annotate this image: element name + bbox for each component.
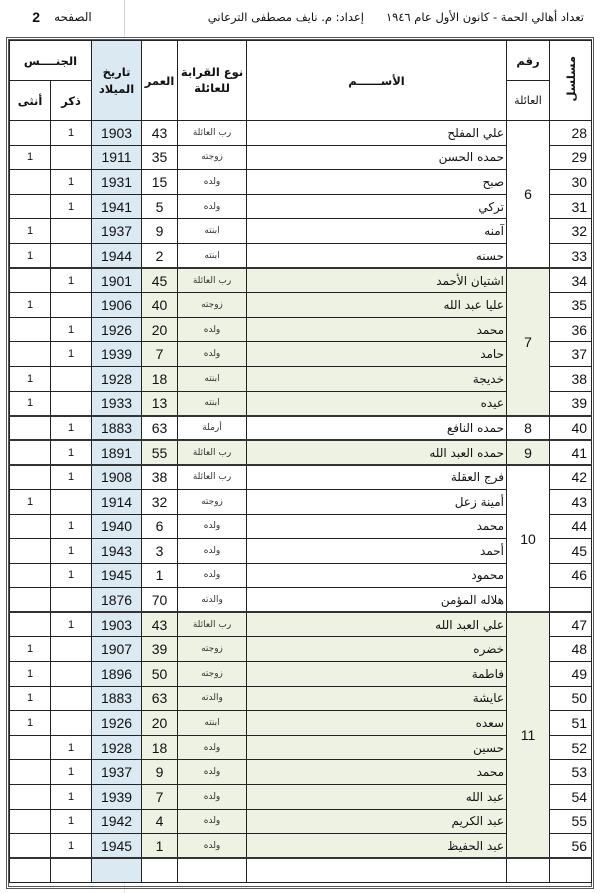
name-cell: فرج العقلة	[247, 465, 507, 490]
serial-cell: 40	[550, 416, 592, 441]
relation-cell: ولده	[178, 785, 247, 810]
relation-cell: ابنته	[178, 711, 247, 736]
name-cell: آمنه	[247, 219, 507, 244]
age-cell: 6	[142, 514, 178, 539]
empty-cell	[178, 858, 247, 883]
empty-cell	[550, 858, 592, 883]
female-cell	[10, 465, 51, 490]
relation-cell: رب العائلة	[178, 612, 247, 637]
table-row	[10, 834, 592, 859]
male-cell: 1	[51, 514, 92, 539]
age-cell: 15	[142, 170, 178, 195]
relation-cell: رب العائلة	[178, 440, 247, 465]
dob-cell: 1941	[92, 194, 142, 219]
age-cell: 63	[142, 416, 178, 441]
male-cell	[51, 366, 92, 391]
male-cell: 1	[51, 121, 92, 146]
col-header-family-bottom: العائلة	[507, 81, 550, 121]
male-cell	[51, 391, 92, 416]
dob-cell: 1906	[92, 293, 142, 318]
page-header	[0, 0, 600, 34]
female-cell: 1	[10, 489, 51, 514]
name-cell: حمده الحسن	[247, 145, 507, 170]
empty-cell	[51, 858, 92, 883]
relation-cell: ولده	[178, 170, 247, 195]
female-cell: 1	[10, 243, 51, 268]
age-cell: 40	[142, 293, 178, 318]
name-cell: عليا عبد الله	[247, 293, 507, 318]
family-number-cell: 11	[507, 612, 550, 858]
age-cell: 7	[142, 785, 178, 810]
male-cell: 1	[51, 170, 92, 195]
dob-cell: 1933	[92, 391, 142, 416]
col-header-male: ذكر	[51, 81, 92, 121]
relation-cell: ولده	[178, 809, 247, 834]
table-row	[10, 539, 592, 564]
serial-cell: 49	[550, 662, 592, 687]
age-cell: 45	[142, 268, 178, 293]
female-cell	[10, 588, 51, 613]
serial-cell: 53	[550, 760, 592, 785]
table-row	[10, 268, 592, 293]
table-row	[10, 219, 592, 244]
serial-cell: 51	[550, 711, 592, 736]
age-cell: 18	[142, 735, 178, 760]
table-row	[10, 809, 592, 834]
dob-cell: 1903	[92, 612, 142, 637]
female-cell: 1	[10, 662, 51, 687]
male-cell: 1	[51, 440, 92, 465]
table-row	[10, 489, 592, 514]
dob-cell: 1896	[92, 662, 142, 687]
dob-cell: 1939	[92, 342, 142, 367]
serial-cell	[550, 588, 592, 613]
dob-cell: 1931	[92, 170, 142, 195]
male-cell: 1	[51, 785, 92, 810]
age-cell: 50	[142, 662, 178, 687]
census-title: تعداد أهالي الحمة - كانون الأول عام ١٩٤٦	[385, 10, 584, 24]
relation-cell: ولده	[178, 514, 247, 539]
age-cell: 9	[142, 219, 178, 244]
age-cell: 2	[142, 243, 178, 268]
document-title	[124, 0, 600, 34]
female-cell	[10, 760, 51, 785]
male-cell	[51, 145, 92, 170]
relation-cell: رب العائلة	[178, 121, 247, 146]
female-cell	[10, 416, 51, 441]
serial-cell: 46	[550, 563, 592, 588]
female-cell	[10, 440, 51, 465]
dob-cell: 1876	[92, 588, 142, 613]
relation-cell: زوجته	[178, 637, 247, 662]
name-cell: محمد	[247, 514, 507, 539]
table-row	[10, 637, 592, 662]
male-cell: 1	[51, 809, 92, 834]
serial-cell: 41	[550, 440, 592, 465]
dob-cell: 1937	[92, 219, 142, 244]
dob-cell: 1907	[92, 637, 142, 662]
dob-cell: 1937	[92, 760, 142, 785]
name-cell: عبد الحفيظ	[247, 834, 507, 859]
age-cell: 20	[142, 317, 178, 342]
female-cell: 1	[10, 366, 51, 391]
name-cell: تركي	[247, 194, 507, 219]
serial-cell: 55	[550, 809, 592, 834]
female-cell	[10, 170, 51, 195]
relation-cell: أرملة	[178, 416, 247, 441]
male-cell: 1	[51, 342, 92, 367]
female-cell	[10, 735, 51, 760]
relation-cell: ولده	[178, 834, 247, 859]
name-cell: حسنه	[247, 243, 507, 268]
dob-cell: 1926	[92, 711, 142, 736]
female-cell	[10, 612, 51, 637]
dob-cell: 1903	[92, 121, 142, 146]
empty-cell	[507, 858, 550, 883]
male-cell	[51, 662, 92, 687]
age-cell: 18	[142, 366, 178, 391]
age-cell: 20	[142, 711, 178, 736]
col-header-name: الأســــــم	[247, 41, 507, 121]
name-cell: حامد	[247, 342, 507, 367]
female-cell	[10, 268, 51, 293]
relation-cell: ولده	[178, 563, 247, 588]
col-header-family-top: رقم	[507, 41, 550, 81]
table-row	[10, 686, 592, 711]
age-cell: 63	[142, 686, 178, 711]
male-cell: 1	[51, 416, 92, 441]
empty-row	[10, 858, 592, 883]
male-cell: 1	[51, 317, 92, 342]
relation-cell: ولده	[178, 317, 247, 342]
serial-cell: 30	[550, 170, 592, 195]
table-row	[10, 588, 592, 613]
relation-cell: ولده	[178, 342, 247, 367]
dob-cell: 1943	[92, 539, 142, 564]
serial-cell: 34	[550, 268, 592, 293]
serial-cell: 43	[550, 489, 592, 514]
age-cell: 55	[142, 440, 178, 465]
serial-cell: 33	[550, 243, 592, 268]
age-cell: 39	[142, 637, 178, 662]
table-row	[10, 194, 592, 219]
table-row	[10, 391, 592, 416]
name-cell: عايشة	[247, 686, 507, 711]
serial-cell: 56	[550, 834, 592, 859]
male-cell: 1	[51, 760, 92, 785]
name-cell: سعده	[247, 711, 507, 736]
relation-cell: رب العائلة	[178, 465, 247, 490]
female-cell: 1	[10, 711, 51, 736]
serial-cell: 38	[550, 366, 592, 391]
male-cell: 1	[51, 194, 92, 219]
table-row	[10, 563, 592, 588]
serial-cell: 52	[550, 735, 592, 760]
col-header-relation: نوع القرابة للعائلة	[178, 41, 247, 121]
name-cell: علي العبد الله	[247, 612, 507, 637]
table-row	[10, 170, 592, 195]
age-cell: 1	[142, 834, 178, 859]
male-cell	[51, 686, 92, 711]
serial-cell: 44	[550, 514, 592, 539]
male-cell: 1	[51, 834, 92, 859]
name-cell: أمينة زعل	[247, 489, 507, 514]
empty-cell	[142, 858, 178, 883]
serial-cell: 47	[550, 612, 592, 637]
relation-cell: ولده	[178, 194, 247, 219]
page-indicator	[0, 0, 125, 34]
col-header-age: العمر	[142, 41, 178, 121]
age-cell: 38	[142, 465, 178, 490]
female-cell: 1	[10, 637, 51, 662]
male-cell: 1	[51, 465, 92, 490]
serial-cell: 50	[550, 686, 592, 711]
dob-cell: 1944	[92, 243, 142, 268]
table-row	[10, 145, 592, 170]
table-row	[10, 711, 592, 736]
table-row	[10, 465, 592, 490]
female-cell: 1	[10, 686, 51, 711]
empty-cell	[10, 858, 51, 883]
census-rows	[10, 121, 592, 883]
table-row	[10, 735, 592, 760]
dob-cell: 1883	[92, 686, 142, 711]
table-row	[10, 121, 592, 146]
relation-cell: ابنته	[178, 219, 247, 244]
dob-cell: 1891	[92, 440, 142, 465]
serial-cell: 54	[550, 785, 592, 810]
table-row	[10, 317, 592, 342]
name-cell: محمد	[247, 760, 507, 785]
age-cell: 9	[142, 760, 178, 785]
table-row	[10, 293, 592, 318]
serial-cell: 32	[550, 219, 592, 244]
page-label: الصفحه	[54, 10, 92, 24]
col-header-sex: الجنــــس	[10, 41, 92, 81]
dob-cell: 1928	[92, 366, 142, 391]
family-number-cell: 7	[507, 268, 550, 416]
relation-cell: ابنته	[178, 391, 247, 416]
dob-cell: 1940	[92, 514, 142, 539]
female-cell: 1	[10, 219, 51, 244]
dob-cell: 1945	[92, 834, 142, 859]
male-cell	[51, 293, 92, 318]
dob-cell: 1914	[92, 489, 142, 514]
male-cell: 1	[51, 735, 92, 760]
name-cell: عبد الكريم	[247, 809, 507, 834]
col-header-dob: تاريخ الميلاد	[92, 41, 142, 121]
female-cell	[10, 539, 51, 564]
table-row	[10, 612, 592, 637]
age-cell: 70	[142, 588, 178, 613]
serial-cell: 42	[550, 465, 592, 490]
table-row	[10, 514, 592, 539]
relation-cell: والدته	[178, 686, 247, 711]
name-cell: علي المفلح	[247, 121, 507, 146]
age-cell: 5	[142, 194, 178, 219]
serial-header-text: مسلسل	[563, 56, 578, 102]
name-cell: أحمد	[247, 539, 507, 564]
male-cell: 1	[51, 563, 92, 588]
male-cell	[51, 588, 92, 613]
name-cell: اشتيان الأحمد	[247, 268, 507, 293]
age-cell: 35	[142, 145, 178, 170]
female-cell	[10, 514, 51, 539]
dob-cell: 1908	[92, 465, 142, 490]
female-cell: 1	[10, 145, 51, 170]
table-row	[10, 785, 592, 810]
female-cell: 1	[10, 293, 51, 318]
serial-cell: 29	[550, 145, 592, 170]
name-cell: عبد الله	[247, 785, 507, 810]
name-cell: حمده العبد الله	[247, 440, 507, 465]
family-number-cell: 6	[507, 121, 550, 269]
name-cell: محمد	[247, 317, 507, 342]
table-row	[10, 342, 592, 367]
female-cell	[10, 834, 51, 859]
serial-cell: 28	[550, 121, 592, 146]
male-cell	[51, 219, 92, 244]
relation-cell: ابنته	[178, 243, 247, 268]
empty-cell	[247, 858, 507, 883]
table-row	[10, 366, 592, 391]
relation-cell: ولده	[178, 539, 247, 564]
table-row	[10, 243, 592, 268]
name-cell: عيده	[247, 391, 507, 416]
name-cell: محمود	[247, 563, 507, 588]
relation-cell: زوجته	[178, 662, 247, 687]
empty-cell	[92, 858, 142, 883]
author-credit: إعداد: م. نايف مصطفى الترعاني	[207, 10, 364, 24]
census-table-frame	[6, 37, 594, 889]
age-cell: 3	[142, 539, 178, 564]
female-cell	[10, 563, 51, 588]
female-cell	[10, 194, 51, 219]
age-cell: 32	[142, 489, 178, 514]
serial-cell: 45	[550, 539, 592, 564]
relation-cell: زوجته	[178, 489, 247, 514]
relation-cell: والدته	[178, 588, 247, 613]
dob-cell: 1928	[92, 735, 142, 760]
col-header-female: أنثى	[10, 81, 51, 121]
age-cell: 43	[142, 121, 178, 146]
male-cell	[51, 243, 92, 268]
name-cell: خديجة	[247, 366, 507, 391]
serial-cell: 48	[550, 637, 592, 662]
serial-cell: 36	[550, 317, 592, 342]
family-number-cell: 9	[507, 440, 550, 465]
col-header-serial	[550, 41, 592, 121]
table-row	[10, 416, 592, 441]
age-cell: 43	[142, 612, 178, 637]
page-number: 2	[32, 9, 41, 25]
serial-cell: 39	[550, 391, 592, 416]
dob-cell: 1901	[92, 268, 142, 293]
serial-cell: 35	[550, 293, 592, 318]
table-row	[10, 662, 592, 687]
family-number-cell: 8	[507, 416, 550, 441]
male-cell: 1	[51, 539, 92, 564]
name-cell: حمده النافع	[247, 416, 507, 441]
relation-cell: رب العائلة	[178, 268, 247, 293]
census-table	[9, 40, 592, 883]
table-row	[10, 440, 592, 465]
serial-cell: 37	[550, 342, 592, 367]
dob-cell: 1926	[92, 317, 142, 342]
family-number-cell: 10	[507, 465, 550, 613]
female-cell	[10, 121, 51, 146]
age-cell: 4	[142, 809, 178, 834]
name-cell: حسين	[247, 735, 507, 760]
female-cell: 1	[10, 391, 51, 416]
name-cell: فاطمة	[247, 662, 507, 687]
serial-cell: 31	[550, 194, 592, 219]
female-cell	[10, 809, 51, 834]
female-cell	[10, 785, 51, 810]
male-cell	[51, 711, 92, 736]
table-row	[10, 760, 592, 785]
name-cell: هلاله المؤمن	[247, 588, 507, 613]
relation-cell: زوجته	[178, 293, 247, 318]
dob-cell: 1911	[92, 145, 142, 170]
age-cell: 1	[142, 563, 178, 588]
name-cell: صبح	[247, 170, 507, 195]
relation-cell: ولده	[178, 760, 247, 785]
male-cell	[51, 489, 92, 514]
relation-cell: ولده	[178, 735, 247, 760]
age-cell: 7	[142, 342, 178, 367]
dob-cell: 1883	[92, 416, 142, 441]
dob-cell: 1942	[92, 809, 142, 834]
male-cell: 1	[51, 612, 92, 637]
female-cell	[10, 317, 51, 342]
dob-cell: 1939	[92, 785, 142, 810]
age-cell: 13	[142, 391, 178, 416]
relation-cell: زوجته	[178, 145, 247, 170]
name-cell: خضره	[247, 637, 507, 662]
dob-cell: 1945	[92, 563, 142, 588]
male-cell	[51, 637, 92, 662]
male-cell: 1	[51, 268, 92, 293]
female-cell	[10, 342, 51, 367]
relation-cell: ابنته	[178, 366, 247, 391]
